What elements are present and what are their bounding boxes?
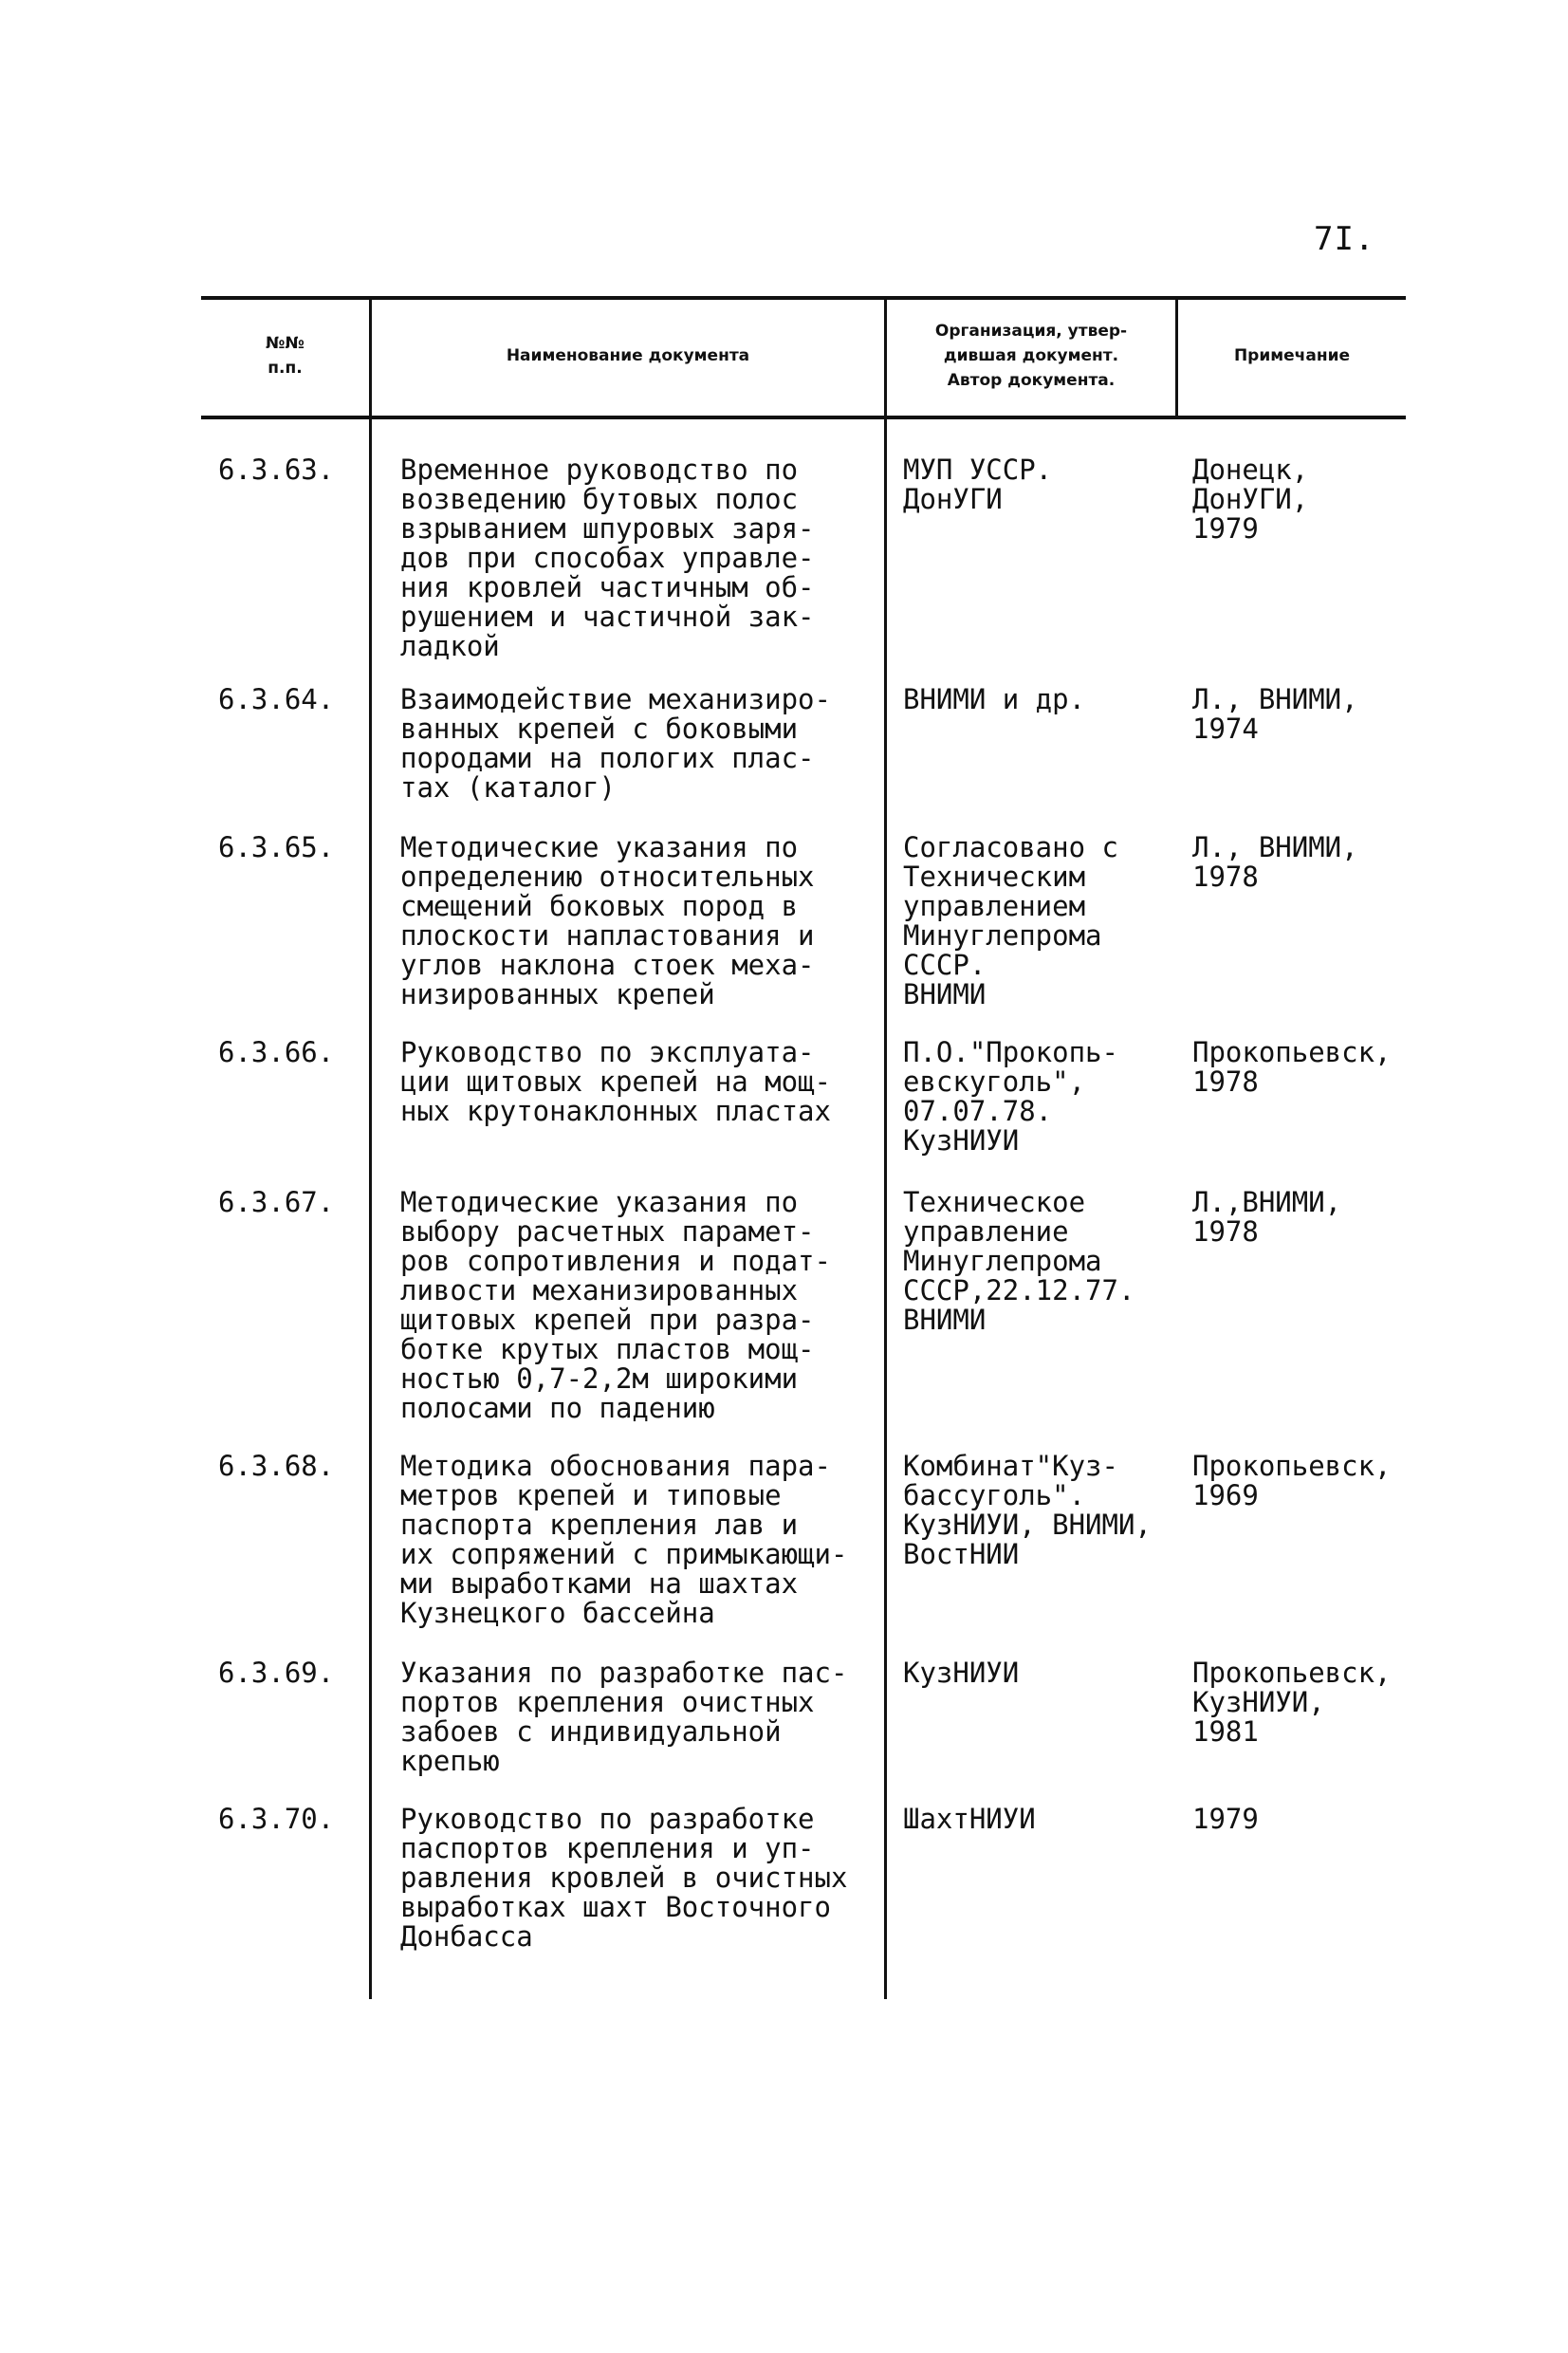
header-note: Примечание xyxy=(1233,346,1351,365)
row-organization: МУП УССР. ДонУГИ xyxy=(903,454,1053,515)
row-organization: Техническое управление Минуглепрома СССР,22.12.77. ВНИМИ xyxy=(903,1186,1135,1336)
row-organization: ШахтНИУИ xyxy=(903,1803,1036,1835)
column-divider xyxy=(369,296,372,1999)
row-number: 6.3.70. xyxy=(218,1803,335,1835)
row-document-name: Временное руководство по возведению бутовых полос взрыванием шпуровых заря- дов при способах управле- ния кровлей частичным об- рушением и частичной зак- ладкой xyxy=(400,454,815,662)
row-organization: КузНИУИ xyxy=(903,1657,1020,1689)
row-document-name: Методические указания по определению относительных смещений боковых пород в плоскости напластования и углов наклона стоек меха- низированных крепей xyxy=(400,831,815,1010)
column-divider xyxy=(884,296,887,1999)
row-number: 6.3.64. xyxy=(218,683,335,715)
row-number: 6.3.66. xyxy=(218,1036,335,1068)
header-document-name: Наименование документа xyxy=(506,346,750,365)
row-number: 6.3.68. xyxy=(218,1450,335,1482)
page-number: 7I. xyxy=(1314,220,1375,258)
row-note: Прокопьевск, 1969 xyxy=(1192,1450,1392,1511)
row-note: Л.,ВНИМИ, 1978 xyxy=(1192,1186,1342,1248)
row-document-name: Руководство по разработке паспортов крепления и уп- равления кровлей в очистных выработках шахт Восточного Донбасса xyxy=(400,1803,848,1953)
row-note: Л., ВНИМИ, 1974 xyxy=(1192,683,1358,745)
row-organization: Согласовано с Техническим управлением Минуглепрома СССР. ВНИМИ xyxy=(903,831,1118,1010)
row-note: 1979 xyxy=(1192,1803,1259,1835)
row-number: 6.3.63. xyxy=(218,454,335,486)
row-note: Прокопьевск, КузНИУИ, 1981 xyxy=(1192,1657,1392,1748)
row-document-name: Указания по разработке пас- портов крепления очистных забоев с индивидуальной крепью xyxy=(400,1657,848,1777)
row-document-name: Методика обоснования пара- метров крепей и типовые паспорта крепления лав и их сопряжений с примыкающи- ми выработками на шахтах Кузнецкого бассейна xyxy=(400,1450,848,1629)
row-document-name: Взаимодействие механизиро- ванных крепей с боковыми породами на пологих плас- тах (каталог) xyxy=(400,683,831,804)
table-header-rule xyxy=(201,416,1406,419)
row-organization: ВНИМИ и др. xyxy=(903,683,1086,715)
header-number: №№ п.п. xyxy=(266,334,304,378)
row-organization: Комбинат"Куз- бассуголь". КузНИУИ, ВНИМИ, ВостНИИ xyxy=(903,1450,1152,1570)
row-number: 6.3.65. xyxy=(218,831,335,863)
row-number: 6.3.69. xyxy=(218,1657,335,1689)
row-note: Донецк, ДонУГИ, 1979 xyxy=(1192,454,1309,545)
header-organization: Организация, утвер- дившая документ. Автор документа. xyxy=(934,322,1128,390)
row-note: Прокопьевск, 1978 xyxy=(1192,1036,1392,1098)
row-number: 6.3.67. xyxy=(218,1186,335,1218)
document-table xyxy=(201,296,1406,1999)
row-organization: П.О."Прокопь- евскуголь", 07.07.78. КузНИУИ xyxy=(903,1036,1118,1157)
row-note: Л., ВНИМИ, 1978 xyxy=(1192,831,1358,893)
row-document-name: Руководство по эксплуата- ции щитовых крепей на мощ- ных крутонаклонных пластах xyxy=(400,1036,831,1127)
row-document-name: Методические указания по выбору расчетных парамет- ров сопротивления и подат- ливости механизированных щитовых крепей при разра- ботке крутых пластов мощ- ностью 0,7-2,2м широкими полосами по падению xyxy=(400,1186,831,1424)
